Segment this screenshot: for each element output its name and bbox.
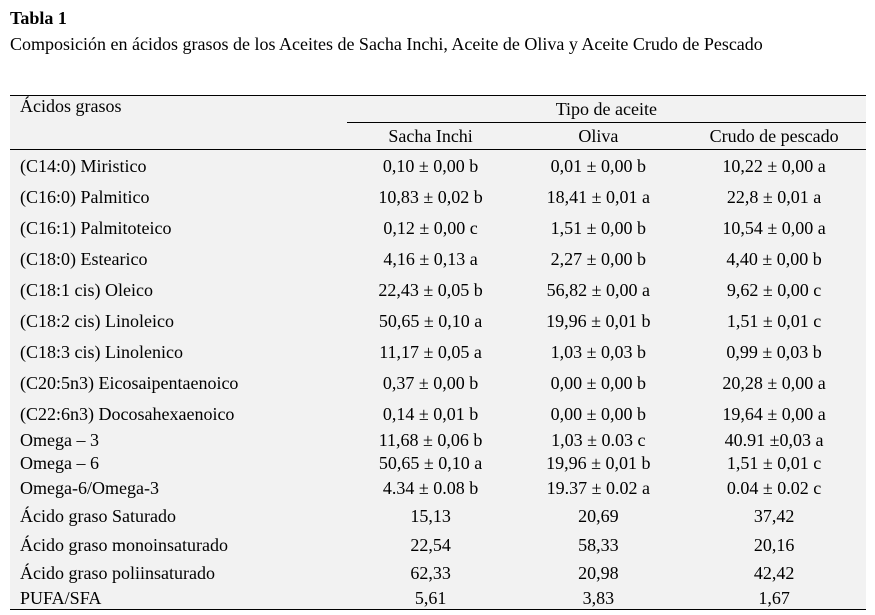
table-row bbox=[10, 274, 866, 305]
cell-crudo-pescado: 40.91 ±0,03 a bbox=[682, 429, 866, 450]
row-name: Ácido graso Saturado bbox=[10, 500, 347, 531]
cell-sacha-inchi: 0,12 ± 0,00 c bbox=[347, 212, 515, 243]
cell-oliva: 20,69 bbox=[514, 500, 682, 531]
cell-oliva: 1,03 ± 0.03 c bbox=[514, 429, 682, 450]
cell-oliva: 20,98 bbox=[514, 559, 682, 586]
row-name: Ácido graso poliinsaturado bbox=[10, 559, 347, 586]
table-row bbox=[10, 450, 866, 475]
cell-crudo-pescado: 10,22 ± 0,00 a bbox=[682, 150, 866, 182]
cell-sacha-inchi: 50,65 ± 0,10 a bbox=[347, 305, 515, 336]
cell-sacha-inchi: 0,10 ± 0,00 b bbox=[347, 150, 515, 182]
cell-crudo-pescado: 4,40 ± 0,00 b bbox=[682, 243, 866, 274]
table-row bbox=[10, 150, 866, 182]
table-caption: Composición en ácidos grasos de los Aceites de Sacha Inchi, Aceite de Oliva y Aceite Crudo de Pescado bbox=[10, 34, 763, 54]
table-row bbox=[10, 531, 866, 559]
cell-sacha-inchi: 22,43 ± 0,05 b bbox=[347, 274, 515, 305]
row-name: (C14:0) Miristico bbox=[10, 150, 347, 182]
cell-sacha-inchi: 11,17 ± 0,05 a bbox=[347, 336, 515, 367]
header-oil-type: Tipo de aceite bbox=[347, 96, 866, 123]
cell-crudo-pescado: 20,16 bbox=[682, 531, 866, 559]
cell-oliva: 1,51 ± 0,00 b bbox=[514, 212, 682, 243]
cell-oliva: 56,82 ± 0,00 a bbox=[514, 274, 682, 305]
cell-oliva: 18,41 ± 0,01 a bbox=[514, 181, 682, 212]
table-body bbox=[10, 150, 866, 610]
table-row bbox=[10, 243, 866, 274]
row-name: (C20:5n3) Eicosaipentaenoico bbox=[10, 367, 347, 398]
table-row bbox=[10, 367, 866, 398]
table-row bbox=[10, 500, 866, 531]
cell-sacha-inchi: 4.34 ± 0.08 b bbox=[347, 475, 515, 500]
cell-crudo-pescado: 1,51 ± 0,01 c bbox=[682, 305, 866, 336]
header-sacha-inchi: Sacha Inchi bbox=[347, 123, 515, 150]
cell-crudo-pescado: 37,42 bbox=[682, 500, 866, 531]
table-row bbox=[10, 475, 866, 500]
cell-crudo-pescado: 20,28 ± 0,00 a bbox=[682, 367, 866, 398]
cell-sacha-inchi: 50,65 ± 0,10 a bbox=[347, 450, 515, 475]
header-oliva: Oliva bbox=[514, 123, 682, 150]
cell-oliva: 19.37 ± 0.02 a bbox=[514, 475, 682, 500]
cell-crudo-pescado: 0,99 ± 0,03 b bbox=[682, 336, 866, 367]
row-name: Omega – 3 bbox=[10, 429, 347, 450]
row-name: Omega-6/Omega-3 bbox=[10, 475, 347, 500]
cell-crudo-pescado: 10,54 ± 0,00 a bbox=[682, 212, 866, 243]
header-spacer bbox=[10, 123, 347, 150]
cell-sacha-inchi: 0,37 ± 0,00 b bbox=[347, 367, 515, 398]
table-row bbox=[10, 398, 866, 429]
cell-oliva: 1,03 ± 0,03 b bbox=[514, 336, 682, 367]
row-name: (C18:1 cis) Oleico bbox=[10, 274, 347, 305]
cell-sacha-inchi: 15,13 bbox=[347, 500, 515, 531]
cell-crudo-pescado: 0.04 ± 0.02 c bbox=[682, 475, 866, 500]
cell-crudo-pescado: 42,42 bbox=[682, 559, 866, 586]
cell-crudo-pescado: 22,8 ± 0,01 a bbox=[682, 181, 866, 212]
cell-sacha-inchi: 5,61 bbox=[347, 586, 515, 610]
table-row bbox=[10, 305, 866, 336]
cell-sacha-inchi: 4,16 ± 0,13 a bbox=[347, 243, 515, 274]
cell-oliva: 0,00 ± 0,00 b bbox=[514, 398, 682, 429]
header-crudo-pescado: Crudo de pescado bbox=[682, 123, 866, 150]
cell-sacha-inchi: 10,83 ± 0,02 b bbox=[347, 181, 515, 212]
header-fatty-acids: Ácidos grasos bbox=[10, 96, 347, 123]
table-row bbox=[10, 181, 866, 212]
cell-crudo-pescado: 19,64 ± 0,00 a bbox=[682, 398, 866, 429]
cell-oliva: 0,01 ± 0,00 b bbox=[514, 150, 682, 182]
cell-crudo-pescado: 1,67 bbox=[682, 586, 866, 610]
cell-crudo-pescado: 1,51 ± 0,01 c bbox=[682, 450, 866, 475]
table-row bbox=[10, 429, 866, 450]
row-name: (C16:1) Palmitoteico bbox=[10, 212, 347, 243]
table-row bbox=[10, 336, 866, 367]
cell-oliva: 19,96 ± 0,01 b bbox=[514, 450, 682, 475]
cell-oliva: 58,33 bbox=[514, 531, 682, 559]
row-name: Ácido graso monoinsaturado bbox=[10, 531, 347, 559]
fatty-acid-table bbox=[10, 95, 866, 610]
row-name: (C16:0) Palmitico bbox=[10, 181, 347, 212]
cell-oliva: 3,83 bbox=[514, 586, 682, 610]
row-name: (C18:0) Estearico bbox=[10, 243, 347, 274]
table-row bbox=[10, 212, 866, 243]
row-name: (C22:6n3) Docosahexaenoico bbox=[10, 398, 347, 429]
table-row bbox=[10, 559, 866, 586]
row-name: (C18:2 cis) Linoleico bbox=[10, 305, 347, 336]
cell-oliva: 19,96 ± 0,01 b bbox=[514, 305, 682, 336]
cell-oliva: 0,00 ± 0,00 b bbox=[514, 367, 682, 398]
cell-sacha-inchi: 22,54 bbox=[347, 531, 515, 559]
cell-sacha-inchi: 62,33 bbox=[347, 559, 515, 586]
row-name: PUFA/SFA bbox=[10, 586, 347, 610]
row-name: Omega – 6 bbox=[10, 450, 347, 475]
cell-crudo-pescado: 9,62 ± 0,00 c bbox=[682, 274, 866, 305]
row-name: (C18:3 cis) Linolenico bbox=[10, 336, 347, 367]
table-row bbox=[10, 586, 866, 610]
cell-sacha-inchi: 0,14 ± 0,01 b bbox=[347, 398, 515, 429]
cell-oliva: 2,27 ± 0,00 b bbox=[514, 243, 682, 274]
cell-sacha-inchi: 11,68 ± 0,06 b bbox=[347, 429, 515, 450]
table-label: Tabla 1 bbox=[10, 8, 67, 28]
